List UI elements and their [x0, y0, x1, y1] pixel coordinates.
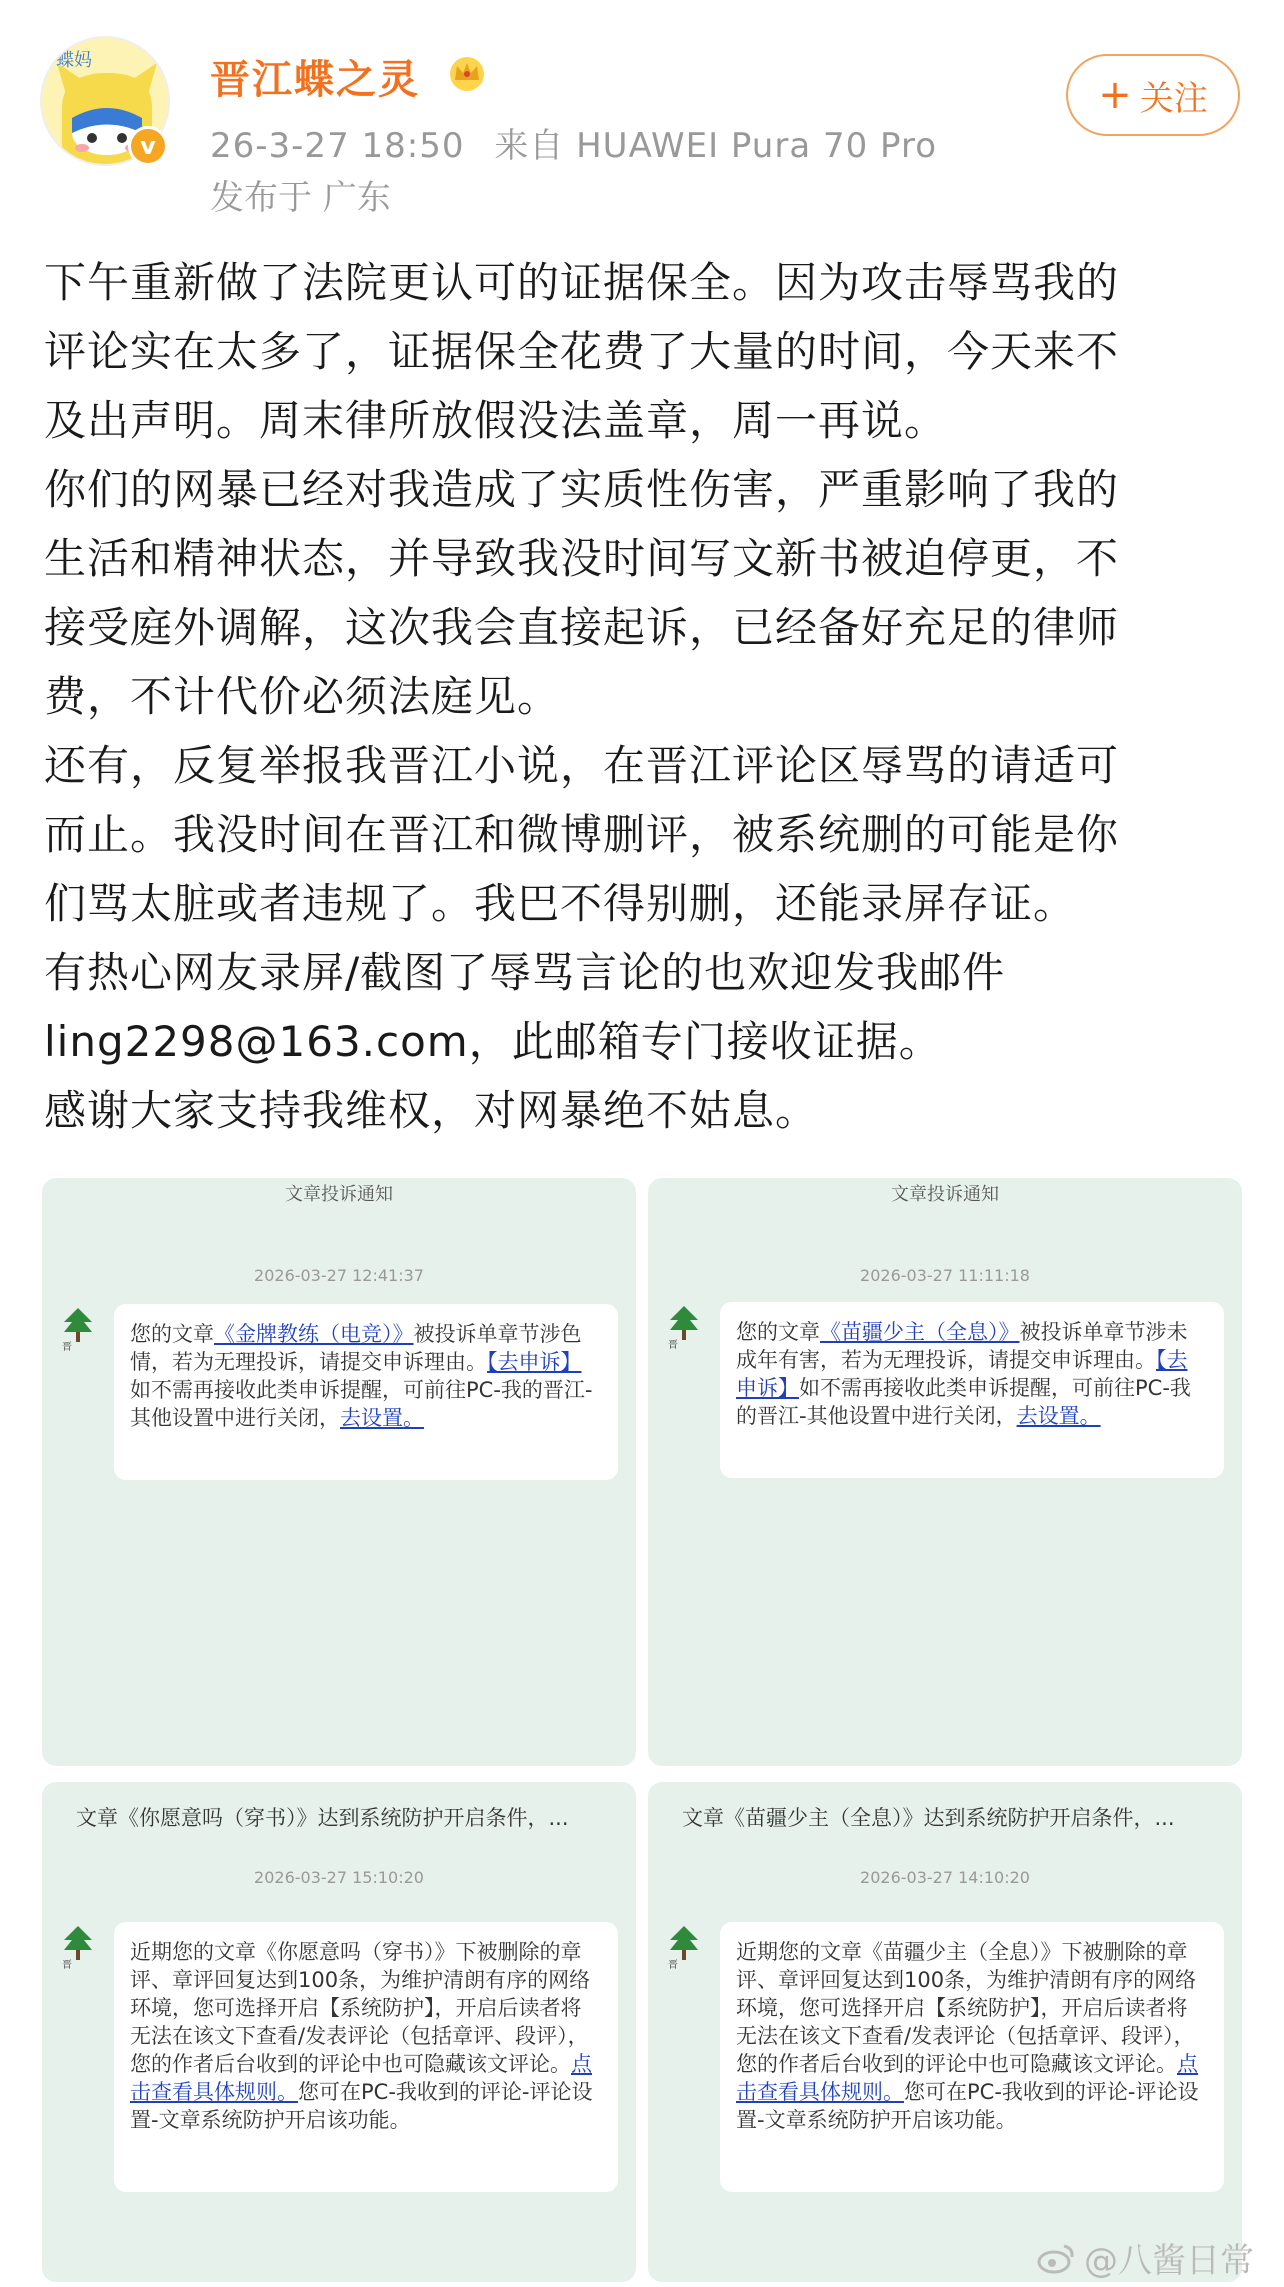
post-meta — [210, 118, 955, 167]
appeal-link[interactable]: 【去申诉】 — [736, 1348, 1188, 1400]
post-location: 发布于 广东 — [210, 178, 391, 218]
settings-link[interactable]: 去设置。 — [1016, 1404, 1101, 1428]
jinjiang-logo-icon — [664, 1302, 704, 1350]
notice-time: 2026-03-27 15:10:20 — [254, 1868, 424, 1887]
notice-bubble — [114, 1922, 618, 2192]
notice-bubble — [720, 1302, 1224, 1478]
notice-bubble — [114, 1304, 618, 1480]
post-body — [44, 248, 1244, 1145]
post-line: 有热心网友录屏/截图了辱骂言论的也欢迎发我邮件 — [44, 948, 1006, 997]
notice-time: 2026-03-27 14:10:20 — [860, 1868, 1030, 1887]
article-link[interactable]: 《金牌教练（电竞）》 — [214, 1322, 414, 1346]
notice-text: 节涉未成年有害，若为无理投诉，请提交申诉理由。 — [736, 1320, 1188, 1372]
post-timestamp: 26-3-27 18:50 — [210, 126, 465, 166]
avatar-text: 蝶妈 — [56, 50, 92, 71]
plus-icon: + — [1098, 72, 1132, 118]
svg-text:晋: 晋 — [668, 1960, 678, 1970]
svg-text:晋: 晋 — [62, 1960, 72, 1970]
screenshot-image-2[interactable] — [648, 1178, 1242, 1766]
image-grid — [0, 1162, 1284, 2287]
notice-title: 文章《苗疆少主（全息）》达到系统防护开启条件，... — [682, 1806, 1175, 1830]
follow-button[interactable] — [1066, 54, 1240, 136]
post-line-email[interactable]: ling2298@163.com，此邮箱专门接收证据。 — [44, 1017, 942, 1066]
screenshot-image-4[interactable] — [648, 1782, 1242, 2282]
svg-text:晋: 晋 — [62, 1342, 72, 1352]
notice-title: 文章投诉通知 — [891, 1184, 999, 1205]
post-line: 及出声明。周末律所放假没法盖章，周一再说。 — [44, 396, 948, 445]
crown-icon — [445, 52, 489, 92]
appeal-link[interactable]: 【去申诉】 — [487, 1350, 582, 1374]
notice-text: 被投诉单章 — [1019, 1320, 1125, 1344]
username[interactable]: 晋江蝶之灵 — [210, 57, 420, 103]
rules-link[interactable]: 点击查看具体规则。 — [736, 2052, 1198, 2104]
rules-link[interactable]: 点击查看具体规则。 — [130, 2052, 592, 2104]
post-header — [0, 0, 1284, 230]
watermark-text: @八酱日常 — [1084, 2241, 1254, 2281]
notice-time: 2026-03-27 11:11:18 — [860, 1266, 1030, 1285]
article-link[interactable]: 《苗疆少主（全息）》 — [820, 1320, 1020, 1344]
post-line: 感谢大家支持我维权，对网暴绝不姑息。 — [44, 1086, 819, 1135]
notice-text: 如不需再接收此类申诉提醒，可前往PC-我的晋江-其他设置中进行关闭， — [130, 1378, 593, 1430]
post-line: 生活和精神状态，并导致我没时间写文新书被迫停更，不 — [44, 534, 1120, 583]
post-line: 下午重新做了法院更认可的证据保全。因为攻击辱骂我的 — [44, 258, 1120, 307]
watermark — [1036, 2233, 1254, 2282]
notice-text: 近期您的文章《苗疆少主（全息）》下被删除的章评、章评回复达到100条，为维护清朗有序的网络环境，您可选择开启【系统防护】，开启后读者将无法在该文下查看/发表评论（包括章评、段评），您的作者后台收到的评论中也可隐藏该文评论。 — [736, 1940, 1197, 2076]
jinjiang-logo-icon — [664, 1922, 704, 1970]
notice-text: 您可在PC-我收到的评论-评论设置-文章系统防护开启该功能。 — [736, 2080, 1199, 2132]
screenshot-image-3[interactable] — [42, 1782, 636, 2282]
follow-label: 关注 — [1139, 78, 1208, 119]
jinjiang-logo-icon — [58, 1304, 98, 1352]
notice-title: 文章投诉通知 — [285, 1184, 393, 1205]
settings-link[interactable]: 去设置。 — [340, 1406, 424, 1430]
notice-text: 您的文章 — [130, 1322, 214, 1346]
notice-text: 您的文章 — [736, 1320, 820, 1344]
jinjiang-logo-icon — [58, 1922, 98, 1970]
svg-text:晋: 晋 — [668, 1340, 678, 1350]
notice-text: 节涉色情，若为无理投诉，请提交申诉理由。 — [130, 1322, 582, 1374]
notice-text: 被投诉单章 — [413, 1322, 519, 1346]
notice-text: 近期您的文章《你愿意吗（穿书）》下被删除的章评、章评回复达到100条，为维护清朗有序的网络环境，您可选择开启【系统防护】，开启后读者将无法在该文下查看/发表评论（包括章评、段评），您的作者后台收到的评论中也可隐藏该文评论。 — [130, 1940, 591, 2076]
post-source: 来自 HUAWEI Pura 70 Pro — [494, 126, 937, 166]
screenshot-image-1[interactable] — [42, 1178, 636, 1766]
post-line: 还有，反复举报我晋江小说，在晋江评论区辱骂的请适可 — [44, 741, 1120, 790]
post-line: 接受庭外调解，这次我会直接起诉，已经备好充足的律师 — [44, 603, 1120, 652]
notice-text: 如不需再接收此类申诉提醒，可前往PC-我的晋江-其他设置中进行关闭， — [736, 1376, 1191, 1428]
notice-text: 您可在PC-我收到的评论-评论设置-文章系统防护开启该功能。 — [130, 2080, 593, 2132]
post-line: 们骂太脏或者违规了。我巴不得别删，还能录屏存证。 — [44, 879, 1077, 928]
post-line: 费，不计代价必须法庭见。 — [44, 672, 561, 721]
post-line: 你们的网暴已经对我造成了实质性伤害，严重影响了我的 — [44, 465, 1120, 514]
weibo-icon — [1036, 2242, 1076, 2274]
post-line: 评论实在太多了，证据保全花费了大量的时间，今天来不 — [44, 327, 1120, 376]
verified-badge-icon: v — [128, 126, 168, 166]
post-line: 而止。我没时间在晋江和微博删评，被系统删的可能是你 — [44, 810, 1120, 859]
notice-title: 文章《你愿意吗（穿书）》达到系统防护开启条件，... — [76, 1806, 569, 1830]
notice-time: 2026-03-27 12:41:37 — [254, 1266, 424, 1285]
notice-bubble — [720, 1922, 1224, 2192]
